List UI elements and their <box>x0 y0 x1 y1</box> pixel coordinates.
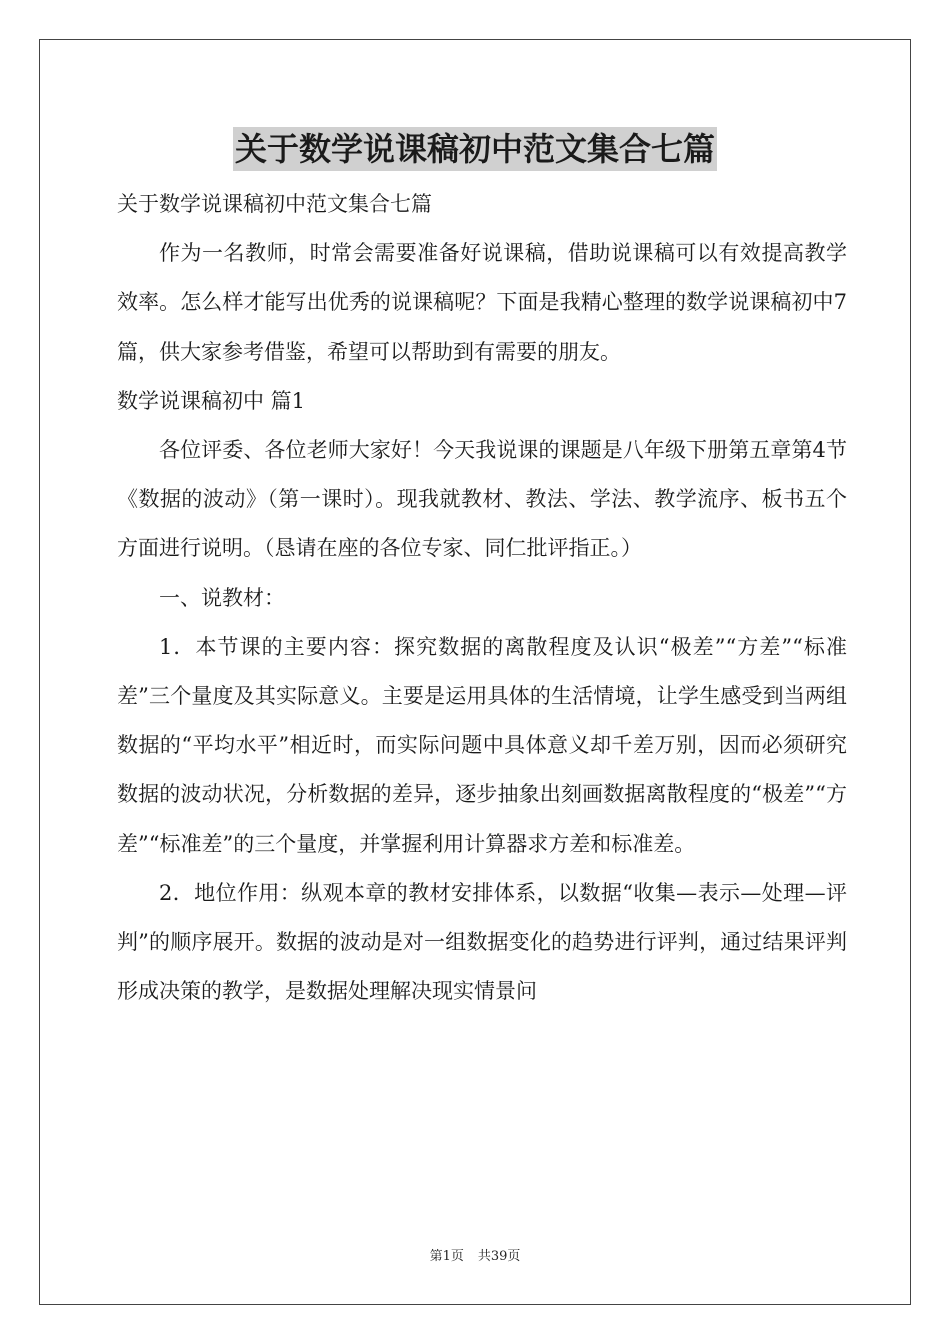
paragraph-subheading: 一、说教材： <box>159 585 285 610</box>
section-heading: 数学说课稿初中 篇1 <box>117 388 306 413</box>
page-total: 共39页 <box>477 1249 521 1264</box>
paragraph-content-1: 1．本节课的主要内容：探究数据的离散程度及认识“极差”“方差”“标准差”三个量度及其实际意义。主要是运用具体的生活情境，让学生感受到当两组数据的“平均水平”相近时，而实际问题中具体意义却千差万别，因而必须研究数据的波动状况，分析数据的差异，逐步抽象出刻画数据离散程度的“极差”“方差”“标准差”的三个量度，并掌握利用计算器求方差和标准差。 <box>117 634 847 856</box>
paragraph-content-2: 2．地位作用：纵观本章的教材安排体系，以数据“收集—表示—处理—评判”的顺序展开。数据的波动是对一组数据变化的趋势进行评判，通过结果评判形成决策的教学，是数据处理解决现实情景问 <box>117 880 847 1004</box>
page-number: 第1页 <box>429 1249 464 1264</box>
paragraph-opening: 各位评委、各位老师大家好！今天我说课的课题是八年级下册第五章第4节《数据的波动》（第一课时）。现我就教材、教法、学法、教学流序、板书五个方面进行说明。（恳请在座的各位专家、同仁批评指正。） <box>117 438 847 561</box>
paragraph-subtitle: 关于数学说课稿初中范文集合七篇 <box>117 192 432 216</box>
document-title: 关于数学说课稿初中范文集合七篇 <box>233 127 717 171</box>
document-body <box>117 180 847 1016</box>
page-footer <box>0 1245 950 1264</box>
title-container <box>0 127 950 171</box>
paragraph-intro: 作为一名教师，时常会需要准备好说课稿，借助说课稿可以有效提高教学效率。怎么样才能写出优秀的说课稿呢？下面是我精心整理的数学说课稿初中7篇，供大家参考借鉴，希望可以帮助到有需要的朋友。 <box>117 241 847 364</box>
